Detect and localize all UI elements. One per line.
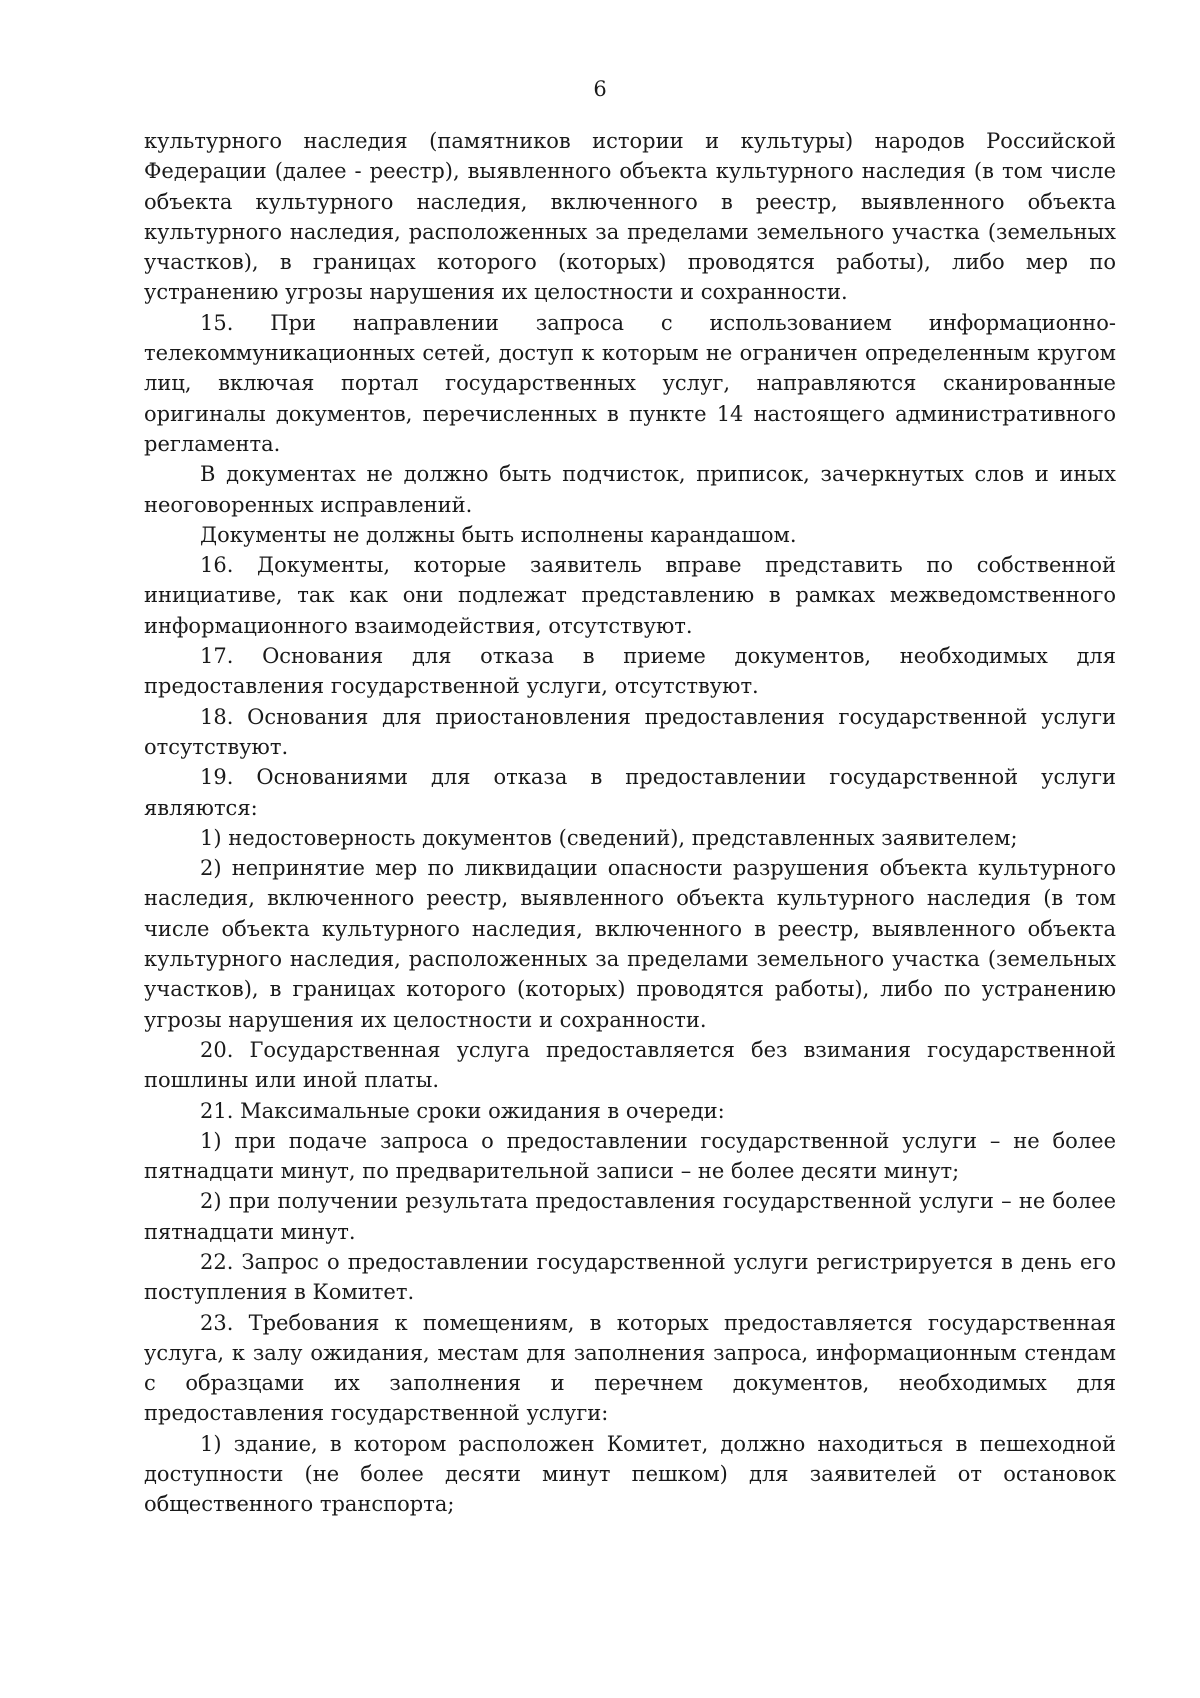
page-number: 6 [593, 77, 607, 101]
paragraph: 21. Максимальные сроки ожидания в очереди: [200, 1098, 725, 1123]
document-body [144, 126, 1116, 1520]
paragraph: 1) здание, в котором расположен Комитет, должно находиться в пешеходной доступности (не более десяти минут пешком) для заявителей от остановок общественного транспорта; [144, 1431, 1116, 1517]
paragraph: 18. Основания для приостановления предоставления государственной услуги отсутствуют. [144, 704, 1116, 759]
paragraph: 22. Запрос о предоставлении государственной услуги регистрируется в день его поступления в Комитет. [144, 1249, 1116, 1305]
paragraph: 23. Требования к помещениям, в которых предоставляется государственная услуга, к залу ожидания, местам для заполнения запроса, информационным стендам с образцами их заполнения и перечнем документов, необходимых для предоставления государственной услуги: [144, 1310, 1116, 1426]
paragraph: 2) непринятие мер по ликвидации опасности разрушения объекта культурного наследия, включенного реестр, выявленного объекта культурного наследия (в том числе объекта культурного наследия, включенного в реестр, выявленного объекта культурного наследия, расположенных за пределами земельного участка (земельных участков), в границах которого (которых) проводятся работы), либо по устранению угрозы нарушения их целостности и сохранности. [144, 856, 1116, 1032]
paragraph: В документах не должно быть подчисток, приписок, зачеркнутых слов и иных неоговоренных исправлений. [144, 462, 1116, 517]
paragraph: 19. Основаниями для отказа в предоставлении государственной услуги являются: [144, 765, 1116, 820]
paragraph: 15. При направлении запроса с использованием информационно-телекоммуникационных сетей, доступ к которым не ограничен определенным кругом лиц, включая портал государственных услуг, направляются сканированные оригиналы документов, перечисленных в пункте 14 настоящего административного регламента. [144, 310, 1116, 456]
paragraph: 16. Документы, которые заявитель вправе представить по собственной инициативе, так как они подлежат представлению в рамках межведомственного информационного взаимодействия, отсутствуют. [144, 553, 1116, 638]
paragraph: 2) при получении результата предоставления государственной услуги – не более пятнадцати минут. [144, 1189, 1116, 1244]
paragraph: культурного наследия (памятников истории и культуры) народов Российской Федерации (далее - реестр), выявленного объекта культурного наследия (в том числе объекта культурного наследия, включенного в реестр, выявленного объекта культурного наследия, расположенных за пределами земельного участка (земельных участков), в границах которого (которых) проводятся работы), либо мер по устранению угрозы нарушения их целостности и сохранности. [144, 129, 1116, 305]
paragraph: 1) недостоверность документов (сведений), представленных заявителем; [200, 825, 1018, 850]
paragraph: 1) при подаче запроса о предоставлении государственной услуги – не более пятнадцати минут, по предварительной записи – не более десяти минут; [144, 1128, 1116, 1184]
paragraph: 17. Основания для отказа в приеме документов, необходимых для предоставления государственной услуги, отсутствуют. [144, 644, 1116, 699]
paragraph: 20. Государственная услуга предоставляется без взимания государственной пошлины или иной платы. [144, 1037, 1116, 1093]
paragraph: Документы не должны быть исполнены карандашом. [200, 522, 797, 547]
